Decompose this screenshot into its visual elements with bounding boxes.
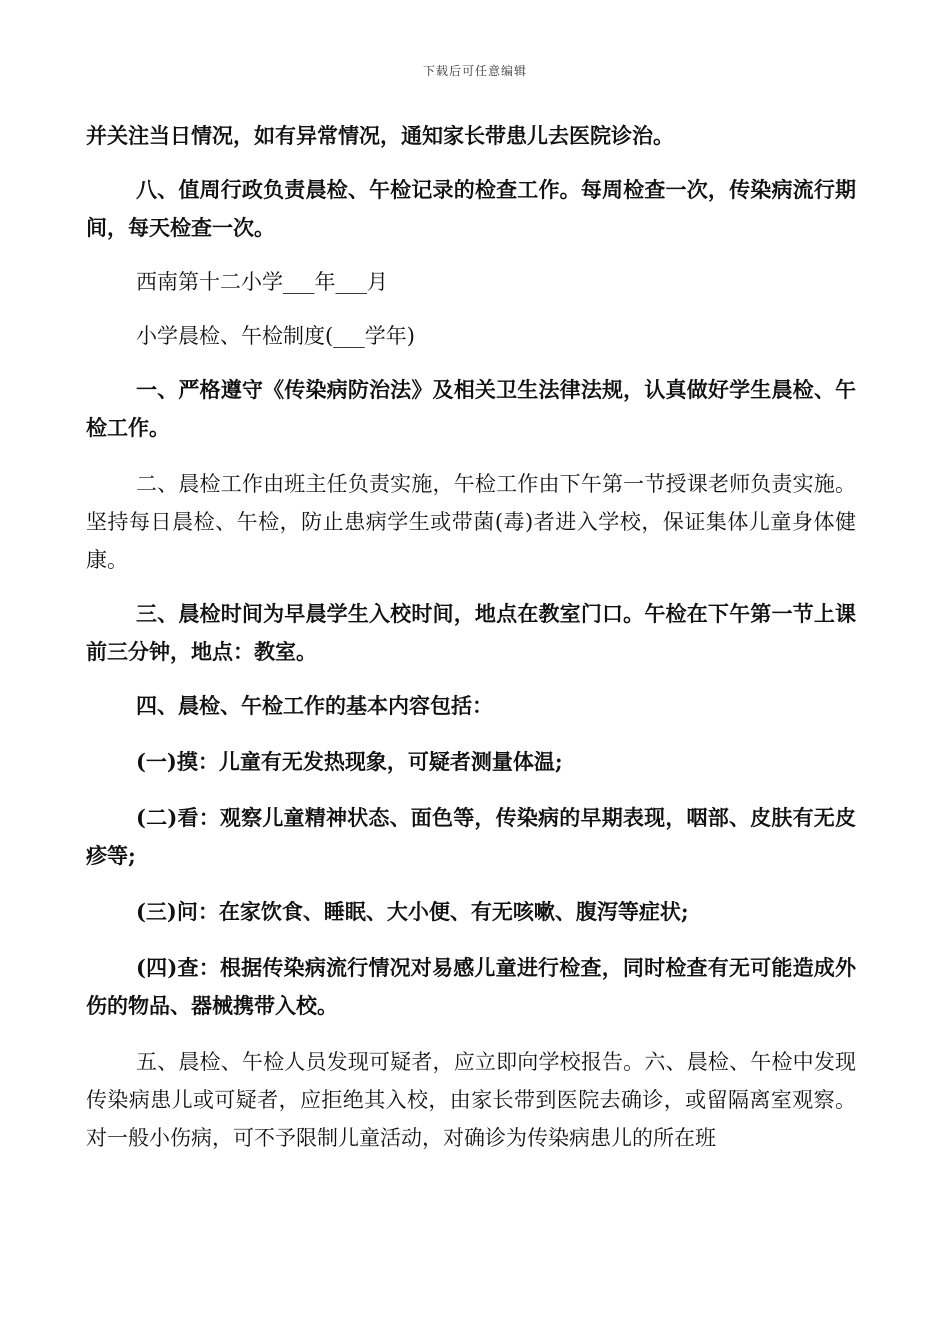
sub-item-ask: (三)问：在家饮食、睡眠、大小便、有无咳嗽、腹泻等症状; [136,899,689,924]
document-body [86,117,856,1157]
paragraph-item-2: 二、晨检工作由班主任负责实施，午检工作由下午第一节授课老师负责实施。坚持每日晨检、午检，防止患病学生或带菌(毒)者进入学校，保证集体儿童身体健康。 [86,472,856,572]
sub-item-check: (四)查：根据传染病流行情况对易感儿童进行检查，同时检查有无可能造成外伤的物品、器械携带入校。 [86,955,856,1018]
sub-item-touch: (一)摸：儿童有无发热现象，可疑者测量体温; [136,749,563,774]
paragraph-item-4: 四、晨检、午检工作的基本内容包括： [136,693,493,718]
paragraph-item-1: 一、严格遵守《传染病防治法》及相关卫生法律法规，认真做好学生晨检、午检工作。 [86,377,856,440]
page-header: 下载后可任意编辑 [422,64,527,78]
document-title: 小学晨检、午检制度(___学年) [136,324,415,348]
paragraph-item-3: 三、晨检时间为早晨学生入校时间，地点在教室门口。午检在下午第一节上课前三分钟，地点：教室。 [86,601,856,664]
paragraph-item-5-6: 五、晨检、午检人员发现可疑者，应立即向学校报告。六、晨检、午检中发现传染病患儿或可疑者，应拒绝其入校，由家长带到医院去确诊，或留隔离室观察。对一般小伤病，可不予限制儿童活动，对确诊为传染病患儿的所在班 [86,1050,856,1150]
sub-item-look: (二)看：观察儿童精神状态、面色等，传染病的早期表现，咽部、皮肤有无皮疹等; [86,805,856,868]
paragraph-item-8: 八、值周行政负责晨检、午检记录的检查工作。每周检查一次，传染病流行期间，每天检查一次。 [86,177,856,240]
school-date-line: 西南第十二小学___年___月 [136,270,388,294]
paragraph-continuation: 并关注当日情况，如有异常情况，通知家长带患儿去医院诊治。 [86,123,674,148]
